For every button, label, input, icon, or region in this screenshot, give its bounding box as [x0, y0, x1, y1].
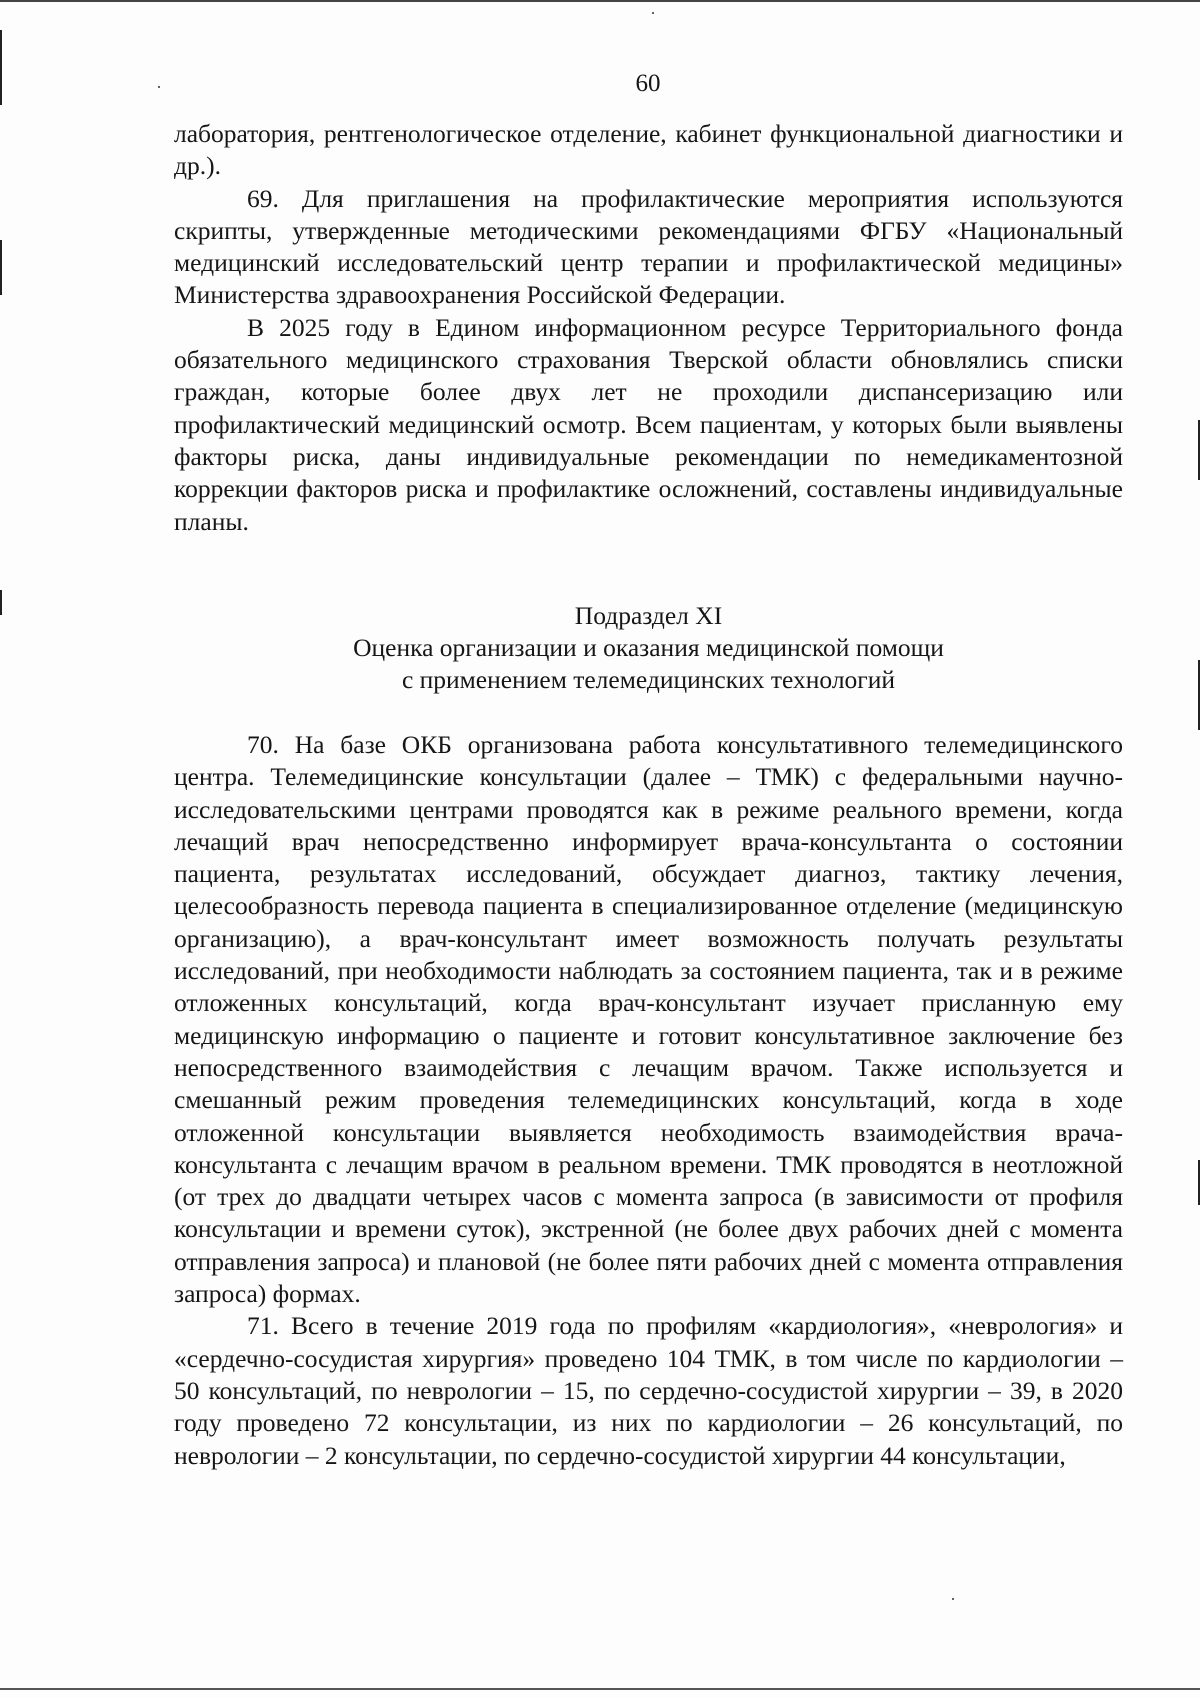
paragraph-item-70: 70. На базе ОКБ организована работа консультативного телемедицинского центра. Телемедицинские консультации (далее – ТМК) с федеральными научно-исследовательскими центрами проводятся как в режиме реального времени, когда лечащий врач непосредственно информирует врача-консультанта о состоянии пациента, результатах исследований, обсуждает диагноз, тактику лечения, целесообразность перевода пациента в специализированное отделение (медицинскую организацию), а врач-консультант имеет возможность получать результаты исследований, при необходимости наблюдать за состоянием пациента, так и в режиме отложенных консультаций, когда врач-консультант изучает присланную ему медицинскую информацию о пациенте и готовит консультативное заключение без непосредственного взаимодействия с лечащим врачом. Также используется и смешанный режим проведения телемедицинских консультаций, когда в ходе отложенной консультации выявляется необходимость взаимодействия врача-консультанта с лечащим врачом в реальном времени. ТМК проводятся в неотложной (от трех до двадцати четырех часов с момента запроса (в зависимости от профиля консультации и времени суток), экстренной (не более двух рабочих дней с момента отправления запроса) и плановой (не более пяти рабочих дней с момента отправления запроса) формах.: [174, 730, 1123, 1309]
scan-bottom-edge: [0, 1688, 1200, 1690]
scan-left-mark: [0, 590, 2, 615]
subsection-title-line-2: с применением телемедицинских технологий: [401, 665, 896, 694]
paragraph-item-71: 71. Всего в течение 2019 года по профилям «кардиология», «неврология» и «сердечно-сосудистая хирургия» проведено 104 ТМК, в том числе по кардиологии – 50 консультаций, по неврологии – 15, по сердечно-сосудистой хирургии – 39, в 2020 году проведено 72 консультации, из них по кардиологии – 26 консультаций, по неврологии – 2 консультации, по сердечно-сосудистой хирургии 44 консультации,: [174, 1311, 1123, 1470]
paragraph-item-69: 69. Для приглашения на профилактические мероприятия используются скрипты, утвержденные методическими рекомендациями ФГБУ «Национальный медицинский исследовательский центр терапии и профилактической медицины» Министерства здравоохранения Российской Федерации.: [174, 183, 1123, 310]
scan-left-mark: [0, 240, 2, 295]
scan-speck: [952, 1598, 954, 1600]
scan-top-edge: [0, 0, 1200, 2]
subsection-heading: [174, 600, 1123, 696]
paragraph: В 2025 году в Едином информационном ресурсе Территориального фонда обязательного медицинского страхования Тверской области обновлялись списки граждан, которые более двух лет не проходили диспансеризацию или профилактический медицинский осмотр. Всем пациентам, у которых были выявлены факторы риска, даны индивидуальные рекомендации по немедикаментозной коррекции факторов риска и профилактике осложнений, составлены индивидуальные планы.: [174, 312, 1123, 536]
subsection-title-line-1: Оценка организации и оказания медицинской помощи: [353, 633, 944, 662]
page-number-text: 60: [635, 70, 661, 97]
paragraph: лаборатория, рентгенологическое отделение, кабинет функциональной диагностики и др.).: [174, 119, 1123, 181]
scan-speck: [652, 12, 654, 14]
body-text-bottom: [174, 729, 1123, 1472]
body-text-top: [174, 118, 1123, 538]
subsection-label: Подраздел XI: [574, 601, 723, 630]
page-number: [0, 70, 1200, 98]
